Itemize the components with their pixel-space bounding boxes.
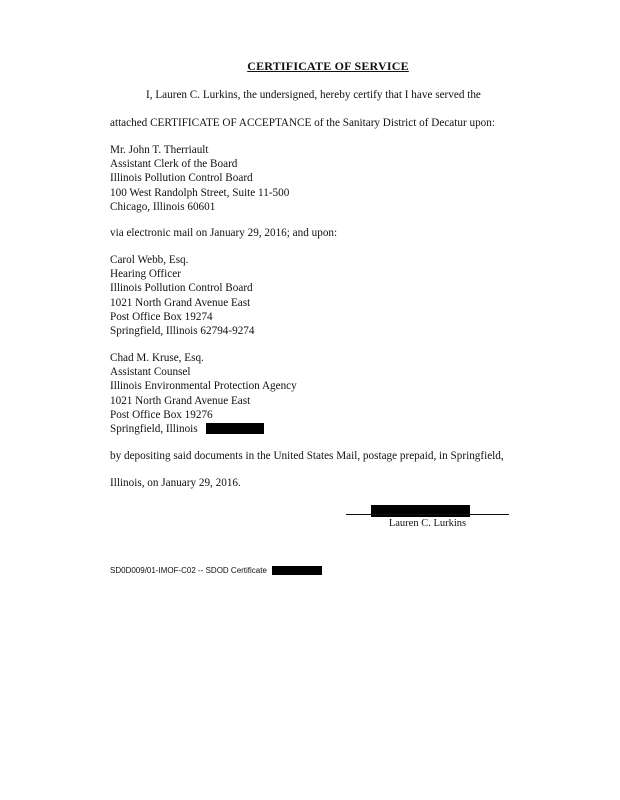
signature-redaction [371, 505, 470, 517]
recipient-block-1 [110, 143, 289, 214]
page-title: CERTIFICATE OF SERVICE [247, 59, 409, 73]
address-line: Illinois Pollution Control Board [110, 172, 253, 185]
address-line: Chicago, Illinois 60601 [110, 200, 216, 213]
signature-line [346, 514, 509, 515]
address-line-city [110, 422, 297, 436]
address-line: 100 West Randolph Street, Suite 11-500 [110, 186, 290, 199]
footer-text: SD0D009/01-IMOF-C02 -- SDOD Certificate [110, 566, 267, 575]
redaction-bar [206, 423, 264, 434]
delivery-line-email: via electronic mail on January 29, 2016; and upon: [110, 227, 338, 239]
address-line: Chad M. Kruse, Esq. [110, 352, 204, 364]
intro-line-1: I, Lauren C. Lurkins, the undersigned, hereby certify that I have served the [146, 89, 481, 101]
intro-line-2: attached CERTIFICATE OF ACCEPTANCE of the Sanitary District of Decatur upon: [110, 117, 495, 129]
signature-name: Lauren C. Lurkins [388, 518, 467, 529]
address-line: Assistant Clerk of the Board [110, 158, 238, 171]
recipient-block-3 [110, 351, 297, 436]
address-line: Assistant Counsel [110, 366, 191, 379]
closing-line-2: Illinois, on January 29, 2016. [110, 477, 241, 489]
recipient-block-2 [110, 253, 255, 338]
address-line: Illinois Pollution Control Board [110, 282, 253, 295]
address-line: Illinois Environmental Protection Agency [110, 380, 297, 393]
address-line: 1021 North Grand Avenue East [110, 296, 251, 309]
address-line: Springfield, Illinois 62794-9274 [110, 325, 255, 338]
closing-line-1: by depositing said documents in the United States Mail, postage prepaid, in Springfield, [110, 450, 504, 462]
city-text: Springfield, Illinois [110, 423, 198, 436]
address-line: Post Office Box 19276 [110, 408, 213, 421]
address-line: Carol Webb, Esq. [110, 254, 189, 266]
address-line: Post Office Box 19274 [110, 310, 213, 323]
address-line: Mr. John T. Therriault [110, 144, 209, 156]
footer-redaction-bar [272, 566, 322, 575]
address-line: 1021 North Grand Avenue East [110, 394, 251, 407]
address-line: Hearing Officer [110, 268, 181, 281]
document-footer [110, 566, 322, 575]
